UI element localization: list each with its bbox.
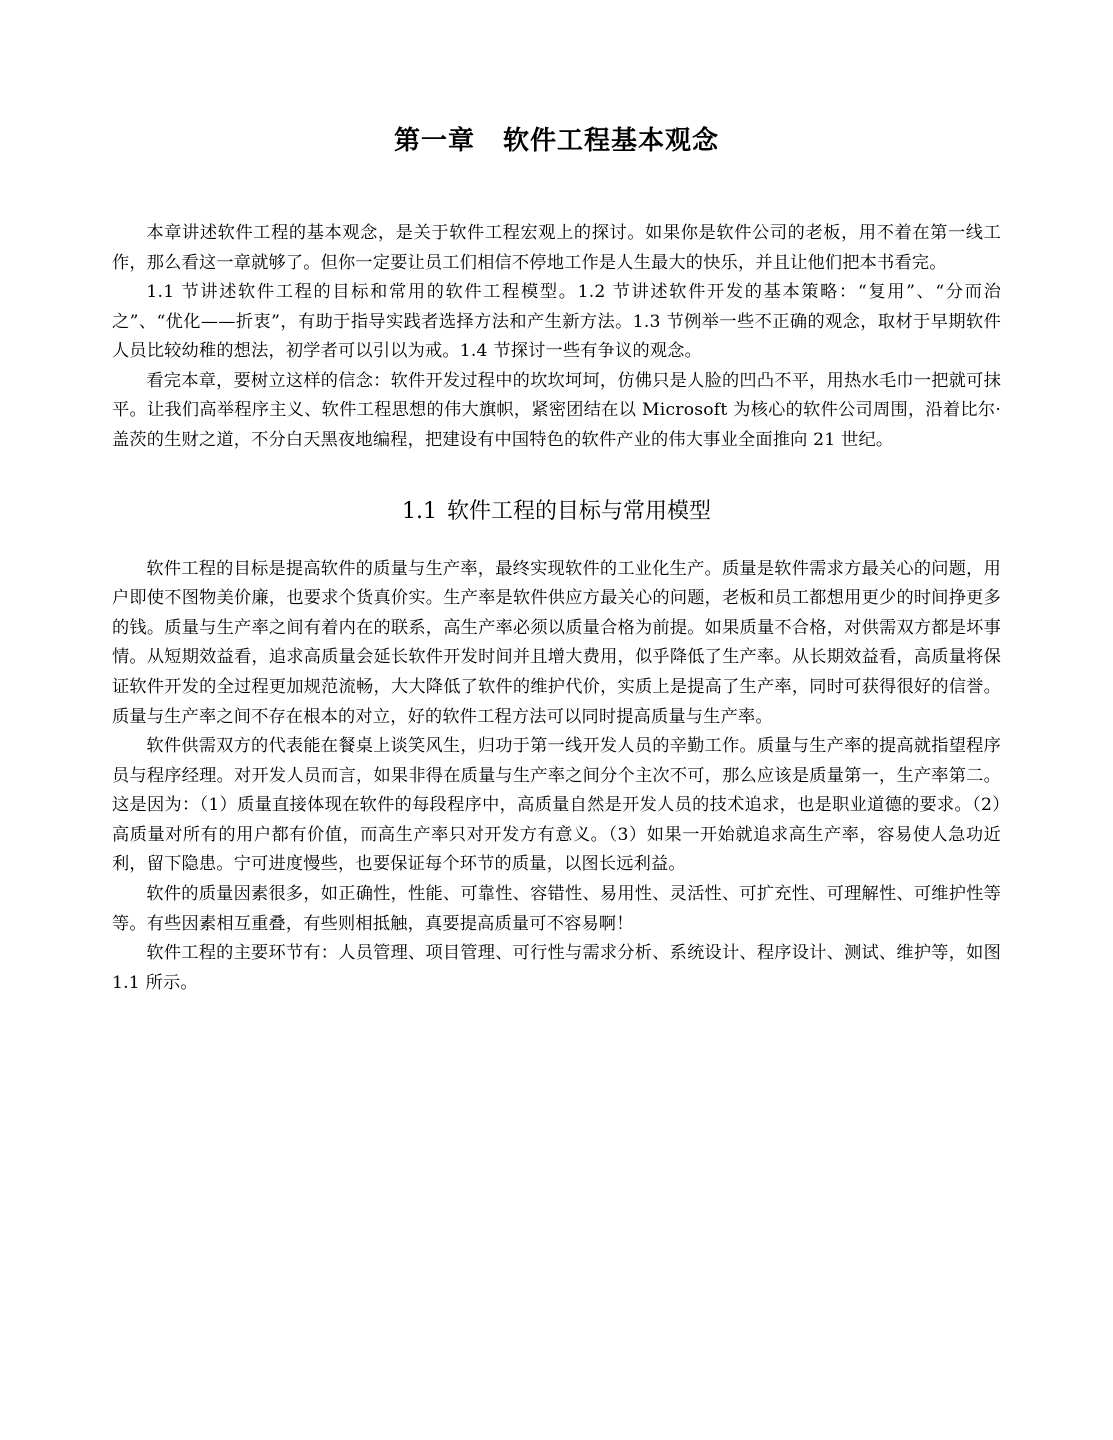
intro-block — [112, 219, 1001, 456]
section-title-text: 软件工程的目标与常用模型 — [446, 498, 711, 524]
paragraph: 1.1 节讲述软件工程的目标和常用的软件工程模型。1.2 节讲述软件开发的基本策略：“复用”、“分而治之”、“优化——折衷”，有助于指导实践者选择方法和产生新方法。1.3 节例举一些不正确的观念，取材于早期软件人员比较幼稚的想法，初学者可以引以为戒。1.4 节探讨一些有争议的观念。 — [112, 282, 1001, 362]
page-title — [112, 120, 1001, 157]
paragraph: 看完本章，要树立这样的信念：软件开发过程中的坎坎坷坷，仿佛只是人脸的凹凸不平，用热水毛巾一把就可抹平。让我们高举程序主义、软件工程思想的伟大旗帜，紧密团结在以 Microsoft 为核心的软件公司周围，沿着比尔·盖茨的生财之道，不分白天黑夜地编程，把建设有中国特色的软件产业的伟大事业全面推向 21 世纪。 — [112, 370, 1001, 451]
section-heading — [112, 494, 1001, 525]
paragraph: 软件供需双方的代表能在餐桌上谈笑风生，归功于第一线开发人员的辛勤工作。质量与生产率的提高就指望程序员与程序经理。对开发人员而言，如果非得在质量与生产率之间分个主次不可，那么应该是质量第一，生产率第二。这是因为：（1）质量直接体现在软件的每段程序中，高质量自然是开发人员的技术追求，也是职业道德的要求。（2）高质量对所有的用户都有价值，而高生产率只对开发方有意义。（3）如果一开始就追求高生产率，容易使人急功近利，留下隐患。宁可进度慢些，也要保证每个环节的质量，以图长远利益。 — [112, 736, 1001, 875]
section-number: 1.1 — [401, 498, 437, 524]
chapter-title-text: 软件工程基本观念 — [503, 126, 720, 156]
paragraph: 软件工程的目标是提高软件的质量与生产率，最终实现软件的工业化生产。质量是软件需求方最关心的问题，用户即使不图物美价廉，也要求个货真价实。生产率是软件供应方最关心的问题，老板和员工都想用更少的时间挣更多的钱。质量与生产率之间有着内在的联系，高生产率必须以质量合格为前提。如果质量不合格，对供需双方都是坏事情。从短期效益看，追求高质量会延长软件开发时间并且增大费用，似乎降低了生产率。从长期效益看，高质量将保证软件开发的全过程更加规范流畅，大大降低了软件的维护代价，实质上是提高了生产率，同时可获得很好的信誉。质量与生产率之间不存在根本的对立，好的软件工程方法可以同时提高质量与生产率。 — [112, 558, 1001, 727]
paragraph: 软件的质量因素很多，如正确性，性能、可靠性、容错性、易用性、灵活性、可扩充性、可理解性、可维护性等等。有些因素相互重叠，有些则相抵触，真要提高质量可不容易啊！ — [112, 883, 1001, 934]
chapter-number: 第一章 — [393, 126, 475, 156]
section-body — [112, 555, 1001, 999]
paragraph: 本章讲述软件工程的基本观念，是关于软件工程宏观上的探讨。如果你是软件公司的老板，用不着在第一线工作，那么看这一章就够了。但你一定要让员工们相信不停地工作是人生最大的快乐，并且让他们把本书看完。 — [112, 223, 1001, 273]
paragraph: 软件工程的主要环节有：人员管理、项目管理、可行性与需求分析、系统设计、程序设计、测试、维护等，如图 1.1 所示。 — [112, 943, 1001, 993]
